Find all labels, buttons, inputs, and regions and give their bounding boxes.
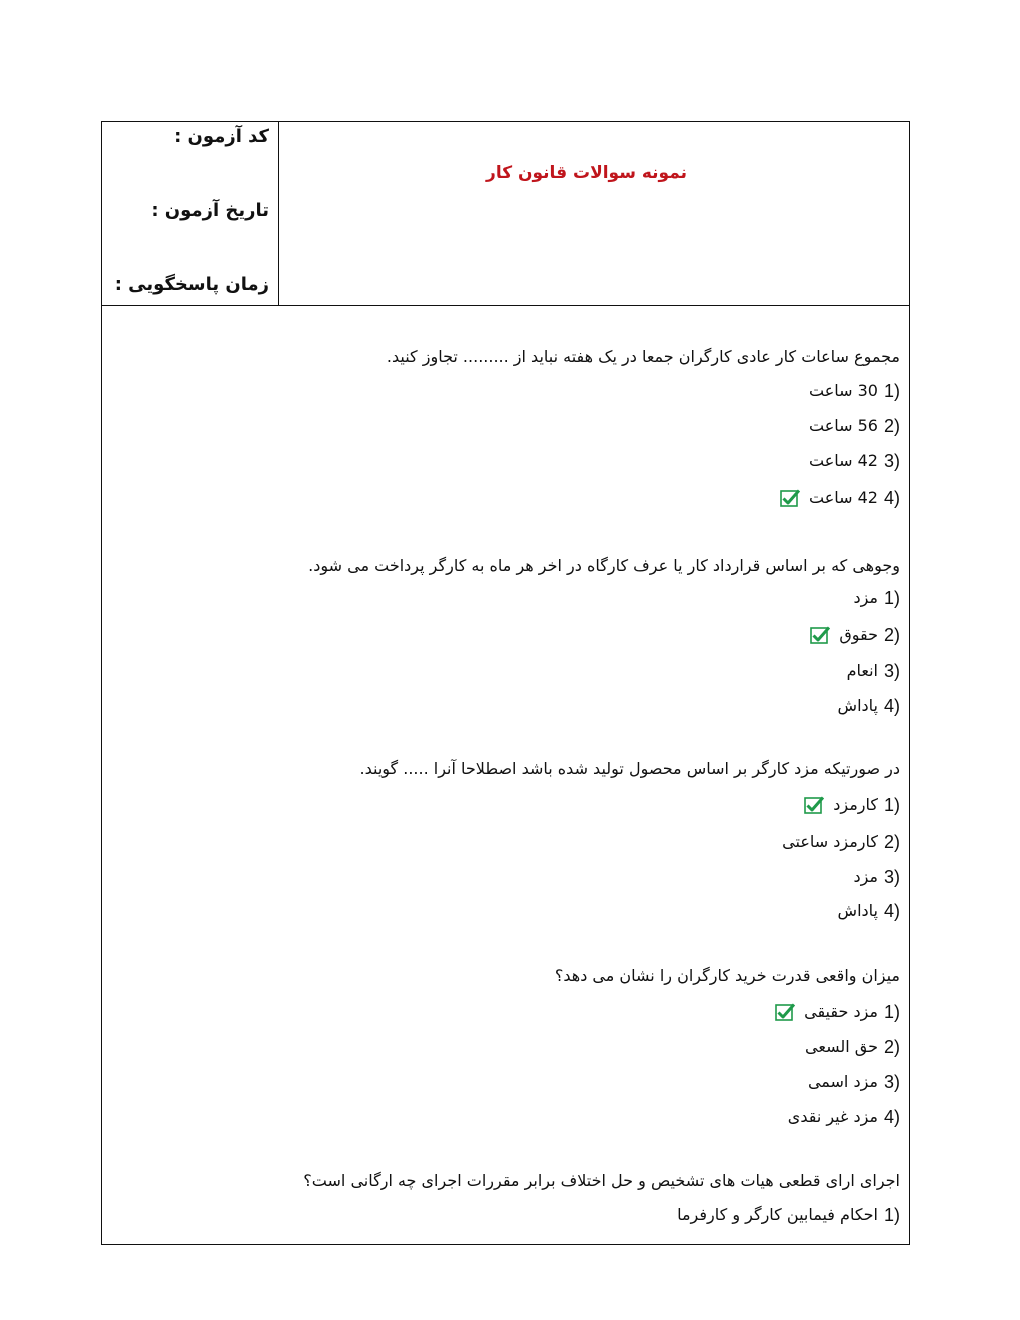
option: [782, 831, 900, 853]
option-text: 42 ساعت: [809, 488, 878, 507]
question-3: [360, 758, 901, 780]
option-text: انعام: [846, 661, 878, 680]
option: [809, 415, 900, 437]
option-correct: [810, 624, 900, 646]
option-correct: [775, 1001, 900, 1023]
question-text: در صورتیکه مزد کارگر بر اساس محصول تولید شده باشد اصطلاحا آنرا ..... گویند.: [359, 759, 900, 778]
exam-code-label: کد آزمون :: [174, 126, 269, 147]
option-text: 56 ساعت: [809, 416, 878, 435]
option-number: 4): [883, 901, 900, 921]
option-number: 1): [883, 795, 900, 815]
option-text: حقوق: [839, 625, 878, 644]
exam-sheet-table: [101, 121, 910, 1245]
question-4: [555, 965, 900, 987]
option-text: 30 ساعت: [809, 381, 878, 400]
checkmark-icon: [775, 1003, 795, 1021]
question-text: میزان واقعی قدرت خرید کارگران را نشان می دهد؟: [554, 966, 900, 985]
option: [838, 695, 900, 717]
option-text: مزد غیر نقدی: [787, 1107, 878, 1126]
option: [853, 587, 900, 609]
option-text: کارمزد: [833, 795, 878, 814]
exam-date-label: تاریخ آزمون :: [151, 200, 269, 221]
question-text: مجموع ساعات کار عادی کارگران جمعا در یک هفته نباید از ......... تجاوز کنید.: [386, 347, 900, 366]
option-correct: [804, 794, 900, 816]
option-text: 42 ساعت: [809, 451, 878, 470]
document-title: نمونه سوالات قانون کار: [486, 163, 687, 183]
checkmark-icon: [780, 489, 800, 507]
title-cell: [279, 122, 909, 305]
option-text: حق السعی: [805, 1037, 878, 1056]
header-row: [102, 122, 909, 306]
option-text: احکام فیمابین کارگر و کارفرما: [677, 1205, 878, 1224]
option: [805, 1036, 900, 1058]
option-number: 3): [883, 867, 900, 887]
option-number: 4): [883, 696, 900, 716]
questions-body: [102, 306, 909, 1244]
option-number: 4): [883, 1107, 900, 1127]
option: [847, 660, 900, 682]
option-number: 3): [883, 1072, 900, 1092]
question-text: اجرای ارای قطعی هیات های تشخیص و حل اختلاف برابر مقررات اجرای چه ارگانی است؟: [303, 1171, 900, 1190]
option-correct: [780, 487, 900, 509]
question-2: [308, 555, 900, 577]
option-text: مزد اسمی: [807, 1072, 878, 1091]
checkmark-icon: [804, 796, 824, 814]
option: [853, 866, 900, 888]
answer-time-label: زمان پاسخگویی :: [114, 274, 269, 295]
option-number: 1): [883, 1002, 900, 1022]
option-number: 1): [883, 1205, 900, 1225]
option: [809, 380, 900, 402]
question-1: [387, 346, 900, 368]
option-number: 2): [883, 832, 900, 852]
exam-meta-cell: [102, 122, 279, 305]
option-text: پاداش: [837, 696, 878, 715]
option: [809, 450, 900, 472]
question-5: [303, 1170, 900, 1192]
option-number: 2): [883, 416, 900, 436]
option-number: 3): [883, 661, 900, 681]
option-text: مزد: [853, 867, 878, 886]
option-text: کارمزد ساعتی: [782, 832, 878, 851]
option-number: 2): [883, 1037, 900, 1057]
option: [838, 900, 900, 922]
option-text: پاداش: [837, 901, 878, 920]
option-number: 1): [883, 588, 900, 608]
option-text: مزد حقیقی: [804, 1002, 878, 1021]
option-number: 2): [883, 625, 900, 645]
question-text: وجوهی که بر اساس قرارداد کار یا عرف کارگاه در اخر هر ماه به کارگر پرداخت می شود.: [308, 556, 900, 575]
option-number: 4): [883, 488, 900, 508]
checkmark-icon: [810, 626, 830, 644]
option: [677, 1204, 900, 1226]
option: [788, 1106, 900, 1128]
option: [808, 1071, 900, 1093]
option-number: 3): [883, 451, 900, 471]
option-text: مزد: [853, 588, 878, 607]
option-number: 1): [883, 381, 900, 401]
